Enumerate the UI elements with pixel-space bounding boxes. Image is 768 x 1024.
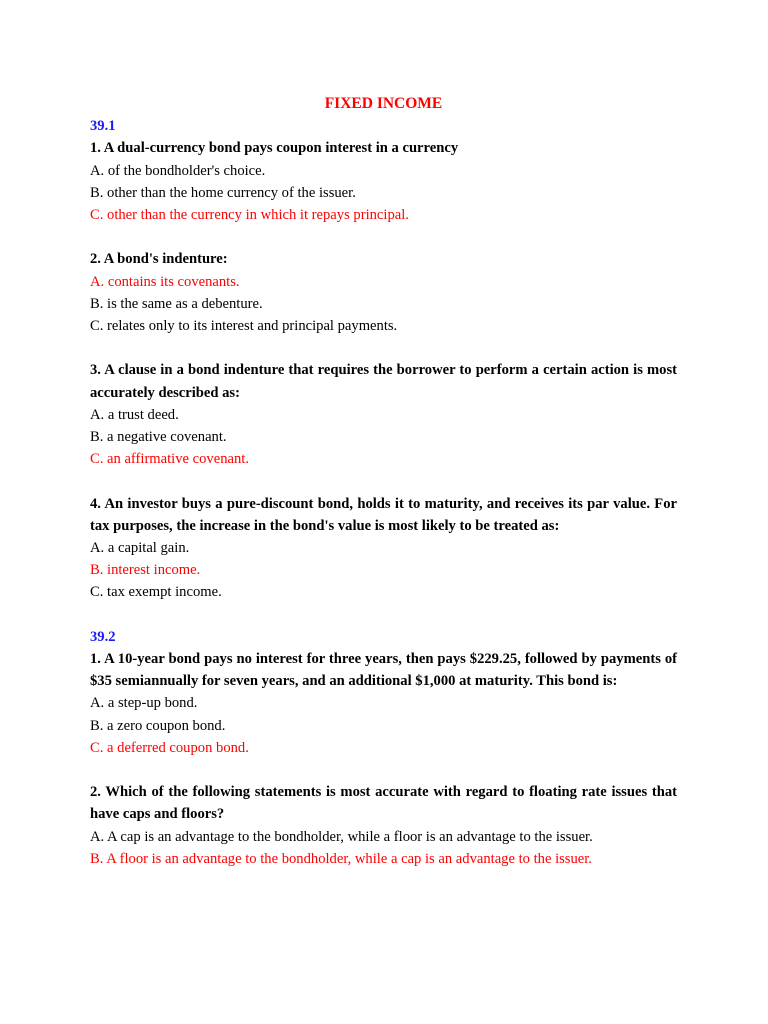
question-block [90, 493, 677, 604]
answer-option-correct: A. contains its covenants. [90, 273, 240, 290]
answer-option: B. a negative covenant. [90, 429, 227, 445]
spacer [90, 337, 677, 359]
question-text: 1. A dual-currency bond pays coupon interest in a currency [90, 140, 459, 157]
answer-option-correct: C. an affirmative covenant. [90, 451, 249, 468]
answer-option: B. a zero coupon bond. [90, 717, 226, 734]
answer-option-correct: B. interest income. [90, 562, 201, 579]
section-label: 39.2 [90, 628, 116, 645]
page-title: FIXED INCOME [324, 95, 443, 112]
question-block [90, 137, 677, 226]
question-block [90, 359, 677, 470]
spacer [90, 226, 677, 248]
question-text: 1. A 10-year bond pays no interest for three years, then pays $229.25, followed by payments of $35 semiannually for seven years, and an additional $1,000 at maturity. This bond is: [90, 651, 677, 690]
question-sections [90, 115, 677, 870]
spacer [90, 759, 677, 781]
question-block [90, 648, 677, 759]
question-text: 2. Which of the following statements is most accurate with regard to floating rate issues that have caps and floors? [90, 784, 677, 823]
answer-option-correct: B. A floor is an advantage to the bondholder, while a cap is an advantage to the issuer. [90, 850, 592, 867]
answer-option: C. relates only to its interest and principal payments. [90, 318, 398, 334]
section-label: 39.1 [90, 118, 116, 135]
answer-option: A. a capital gain. [90, 540, 190, 556]
answer-option: A. a trust deed. [90, 406, 179, 423]
question-text: 3. A clause in a bond indenture that requires the borrower to perform a certain action is most accurately described as: [90, 362, 677, 401]
answer-option: B. is the same as a debenture. [90, 295, 263, 312]
answer-option: A. a step-up bond. [90, 695, 198, 712]
answer-option-correct: C. other than the currency in which it repays principal. [90, 207, 409, 223]
answer-option: A. A cap is an advantage to the bondholder, while a floor is an advantage to the issuer. [90, 828, 593, 845]
spacer [90, 604, 677, 626]
answer-option: A. of the bondholder's choice. [90, 162, 266, 179]
question-text: 2. A bond's indenture: [90, 251, 228, 268]
question-text: 4. An investor buys a pure-discount bond, holds it to maturity, and receives its par value. For tax purposes, the increase in the bond's value is most likely to be treated as: [90, 495, 677, 534]
document-content [90, 93, 677, 870]
spacer [90, 470, 677, 492]
answer-option: B. other than the home currency of the issuer. [90, 184, 356, 201]
question-block [90, 248, 677, 337]
answer-option: C. tax exempt income. [90, 584, 222, 601]
answer-option-correct: C. a deferred coupon bond. [90, 739, 249, 756]
question-block [90, 781, 677, 870]
